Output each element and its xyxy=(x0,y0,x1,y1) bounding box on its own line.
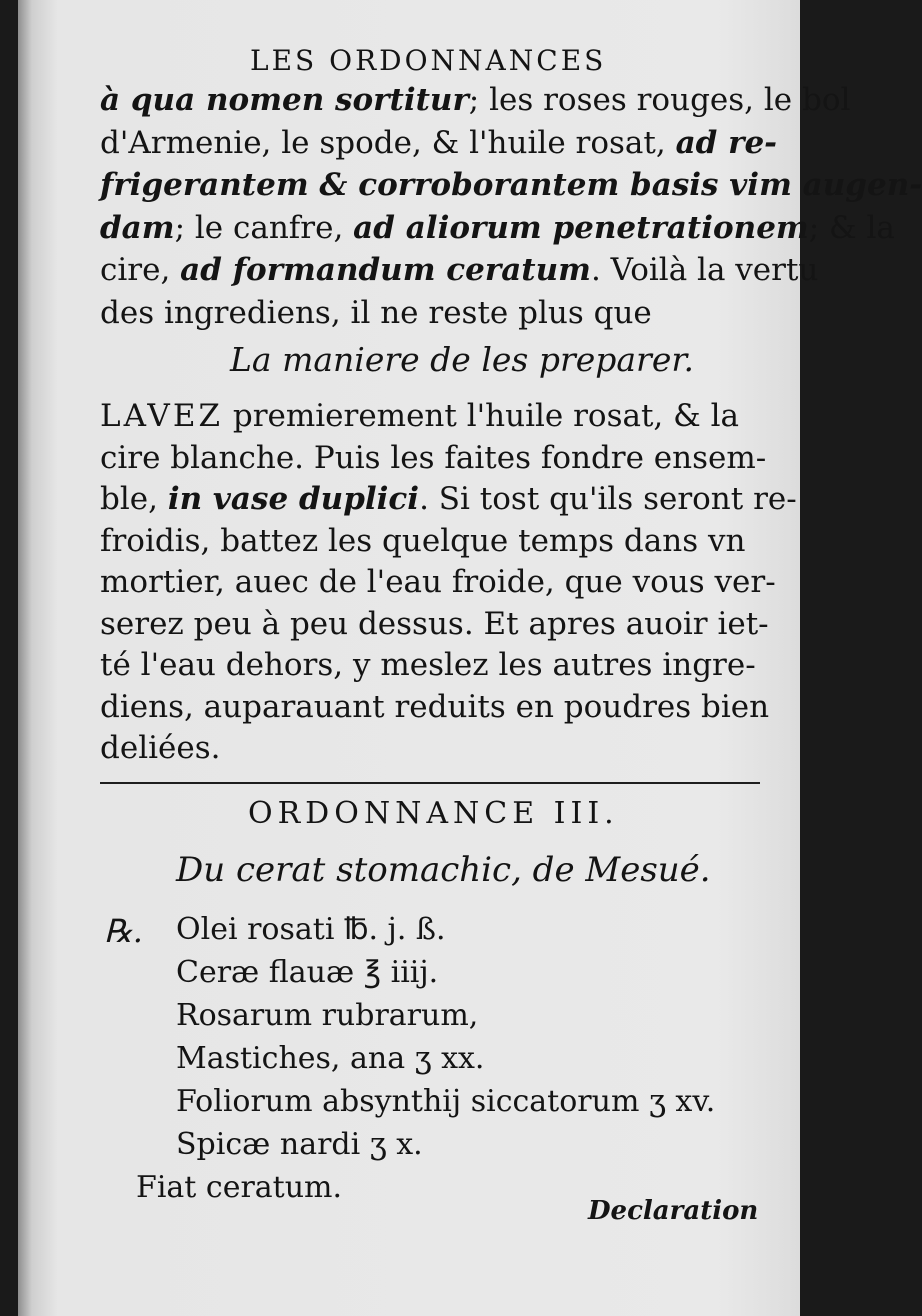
text-line xyxy=(100,440,766,476)
ingredient-line: Mastiches, ana ʒ xx. xyxy=(176,1041,485,1076)
text-segment: mortier, auec de l'eau froide, que vous ver- xyxy=(100,564,776,600)
text-segment: à qua nomen sortitur xyxy=(100,82,469,118)
text-line xyxy=(100,606,769,642)
text-line xyxy=(100,210,895,246)
text-segment: in vase duplici xyxy=(167,481,420,517)
text-segment: cire blanche. Puis les faites fondre ensem- xyxy=(100,439,767,476)
text-segment: . Voilà la vertu xyxy=(590,252,819,288)
text-line xyxy=(100,689,769,725)
text-segment: ; le canfre, xyxy=(174,209,354,246)
section-divider xyxy=(100,782,760,784)
ingredient-line: Foliorum absynthij siccatorum ʒ xv. xyxy=(176,1084,716,1119)
text-line xyxy=(100,730,220,766)
text-line xyxy=(100,647,756,683)
text-segment: d'Armenie, le spode, & l'huile rosat, xyxy=(100,124,676,161)
text-line xyxy=(100,252,818,288)
book-page xyxy=(18,0,922,1316)
ordonnance-title: ORDONNANCE III. xyxy=(248,796,619,831)
text-segment: serez peu à peu dessus. Et apres auoir iet- xyxy=(100,605,769,642)
rx-symbol: ℞. xyxy=(104,912,143,950)
text-segment: ad aliorum penetrationem xyxy=(353,209,809,246)
text-segment: té l'eau dehors, y meslez les autres ingre- xyxy=(100,647,756,683)
ingredient-line: Rosarum rubrarum, xyxy=(176,998,479,1033)
text-segment: diens, auparauant reduits en poudres bien xyxy=(100,688,770,725)
text-line xyxy=(100,82,850,118)
text-segment: froidis, battez les quelque temps dans vn xyxy=(100,522,746,559)
closing-line: Fiat ceratum. xyxy=(136,1170,343,1205)
text-segment: cire, xyxy=(100,252,181,288)
ingredient-line: Olei rosati ℔. j. ß. xyxy=(176,912,446,947)
text-segment: premierement l'huile rosat, & la xyxy=(223,398,739,434)
text-line xyxy=(100,481,797,517)
text-line xyxy=(100,564,776,600)
text-line xyxy=(100,167,922,203)
ingredient-line: Spicæ nardi ʒ x. xyxy=(176,1127,423,1162)
text-segment: ; & la xyxy=(808,209,895,246)
text-segment: frigerantem & corroborantem basis vim augen- xyxy=(100,167,922,203)
text-segment: ; les roses rouges, le bol xyxy=(468,82,851,118)
ingredient-line: Ceræ flauæ ℥ iiij. xyxy=(176,955,439,990)
ordonnance-subtitle: Du cerat stomachic, de Mesué. xyxy=(176,850,711,890)
text-segment: LAVEZ xyxy=(100,398,223,434)
text-segment: dam xyxy=(100,209,175,246)
text-segment: ad re- xyxy=(675,124,778,161)
catchword: Declaration xyxy=(588,1196,759,1226)
text-segment: ad formandum ceratum xyxy=(180,252,591,288)
text-line xyxy=(100,295,652,331)
section-heading: La maniere de les preparer. xyxy=(230,340,694,379)
text-segment: ble, xyxy=(100,481,168,517)
text-segment: des ingrediens, il ne reste plus que xyxy=(100,294,652,331)
text-segment: deliées. xyxy=(100,730,221,766)
text-line xyxy=(100,125,777,161)
running-header: LES ORDONNANCES xyxy=(250,44,607,77)
text-segment: . Si tost qu'ils seront re- xyxy=(419,481,797,517)
text-line xyxy=(100,398,739,434)
text-line xyxy=(100,523,745,559)
